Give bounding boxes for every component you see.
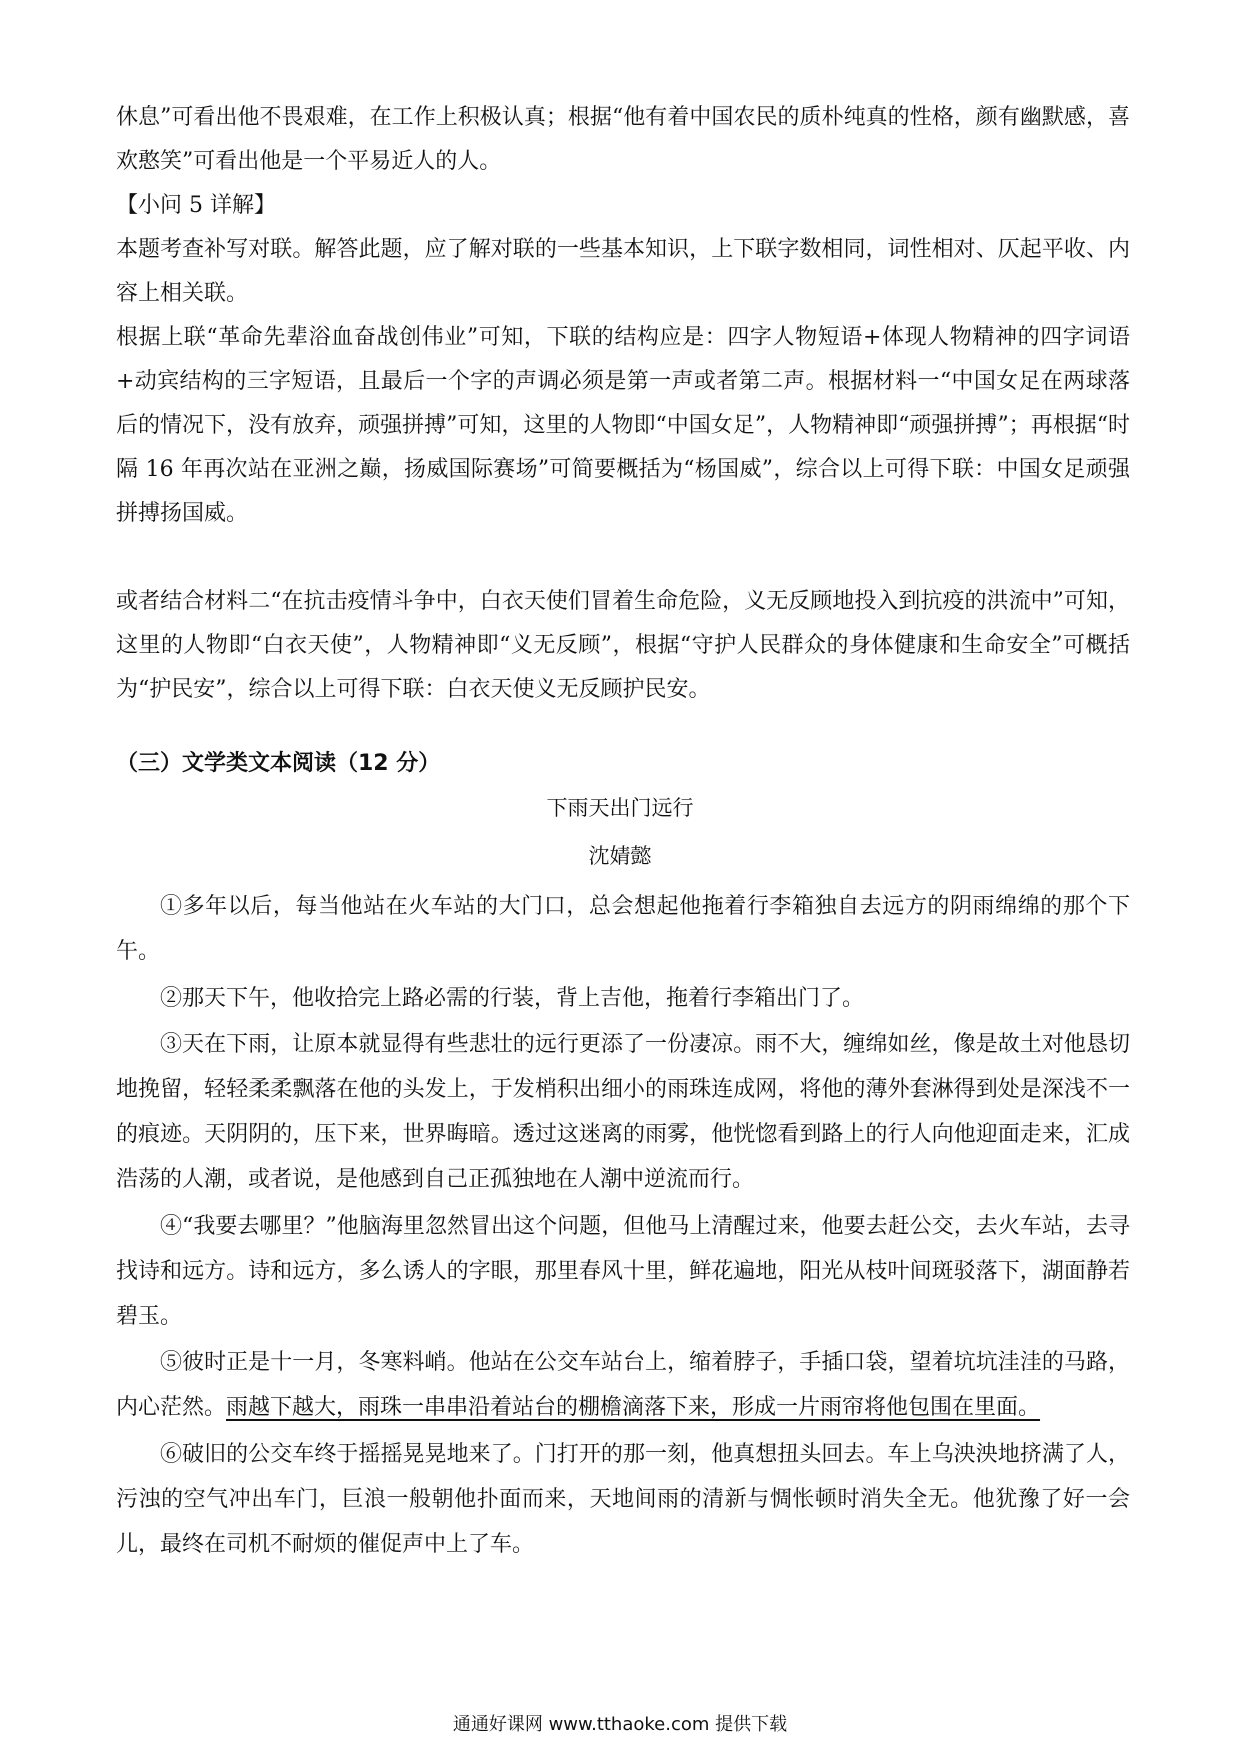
story-paragraph-1: ①多年以后，每当他站在火车站的大门口，总会想起他拖着行李箱独自去远方的阴雨绵绵的那个下午。 [116, 894, 1130, 964]
story-paragraph-3: ③天在下雨，让原本就显得有些悲壮的远行更添了一份凄凉。雨不大，缠绵如丝，像是故土对他恳切地挽留，轻轻柔柔飘落在他的头发上，于发梢积出细小的雨珠连成网，将他的薄外套淋得到处是深浅不一的痕迹。天阴阴的，压下来，世界晦暗。透过这迷离的雨雾，他恍惚看到路上的行人向他迎面走来，汇成浩荡的人潮，或者说，是他感到自己正孤独地在人潮中逆流而行。 [116, 1032, 1130, 1192]
story-author: 沈婧懿 [588, 844, 652, 868]
section-title: （三）文学类文本阅读（12 分） [116, 751, 441, 776]
story-paragraph-6: ⑥破旧的公交车终于摇摇晃晃地来了。门打开的那一刻，他真想扭头回去。车上乌泱泱地挤满了人，污浊的空气冲出车门，巨浪一般朝他扑面而来，天地间雨的清新与惆怅顿时消失全无。他犹豫了好一会儿，最终在司机不耐烦的催促声中上了车。 [116, 1442, 1130, 1557]
analysis-paragraph-3: 根据上联“革命先辈浴血奋战创伟业”可知，下联的结构应是：四字人物短语+体现人物精神的四字词语+动宾结构的三字短语，且最后一个字的声调必须是第一声或者第二声。根据材料一“中国女足在两球落后的情况下，没有放弃，顽强拼搏”可知，这里的人物即“中国女足”，人物精神即“顽强拼搏”；再根据“时隔 16 年再次站在亚洲之巅，扬威国际赛场”可简要概括为“杨国威”，综合以上可得下联：中国女足顽强拼搏扬国威。 [116, 325, 1130, 526]
story-paragraph-2: ②那天下午，他收拾完上路必需的行装，背上吉他，拖着行李箱出门了。 [160, 986, 865, 1011]
underlined-sentence: 雨越下越大，雨珠一串串沿着站台的棚檐滴落下来，形成一片雨帘将他包围在里面。 [226, 1395, 1041, 1420]
analysis-paragraph-2: 本题考查补写对联。解答此题，应了解对联的一些基本知识，上下联字数相同，词性相对、仄起平收、内容上相关联。 [116, 237, 1130, 306]
question-5-heading: 【小问 5 详解】 [116, 193, 276, 218]
story-paragraph-5 [116, 1340, 1130, 1430]
analysis-paragraph-1: 休息”可看出他不畏艰难，在工作上积极认真；根据“他有着中国农民的质朴纯真的性格，颜有幽默感，喜欢憨笑”可看出他是一个平易近人的人。 [116, 105, 1130, 174]
story-title: 下雨天出门远行 [546, 796, 694, 820]
footer-source: 通通好课网 www.tthaoke.com 提供下载 [452, 1714, 788, 1735]
story-paragraph-5-text: ⑤彼时正是十一月，冬寒料峭。他站在公交车站台上，缩着脖子，手插口袋，望着坑坑洼洼的马路，内心茫然。 [116, 1350, 1130, 1420]
analysis-paragraph-4: 或者结合材料二“在抗击疫情斗争中，白衣天使们冒着生命危险，义无反顾地投入到抗疫的洪流中”可知，这里的人物即“白衣天使”，人物精神即“义无反顾”，根据“守护人民群众的身体健康和生命安全”可概括为“护民安”，综合以上可得下联：白衣天使义无反顾护民安。 [116, 589, 1130, 702]
story-paragraph-4: ④“我要去哪里？”他脑海里忽然冒出这个问题，但他马上清醒过来，他要去赶公交，去火车站，去寻找诗和远方。诗和远方，多么诱人的字眼，那里春风十里，鲜花遍地，阳光从枝叶间斑驳落下，湖面静若碧玉。 [116, 1214, 1130, 1329]
